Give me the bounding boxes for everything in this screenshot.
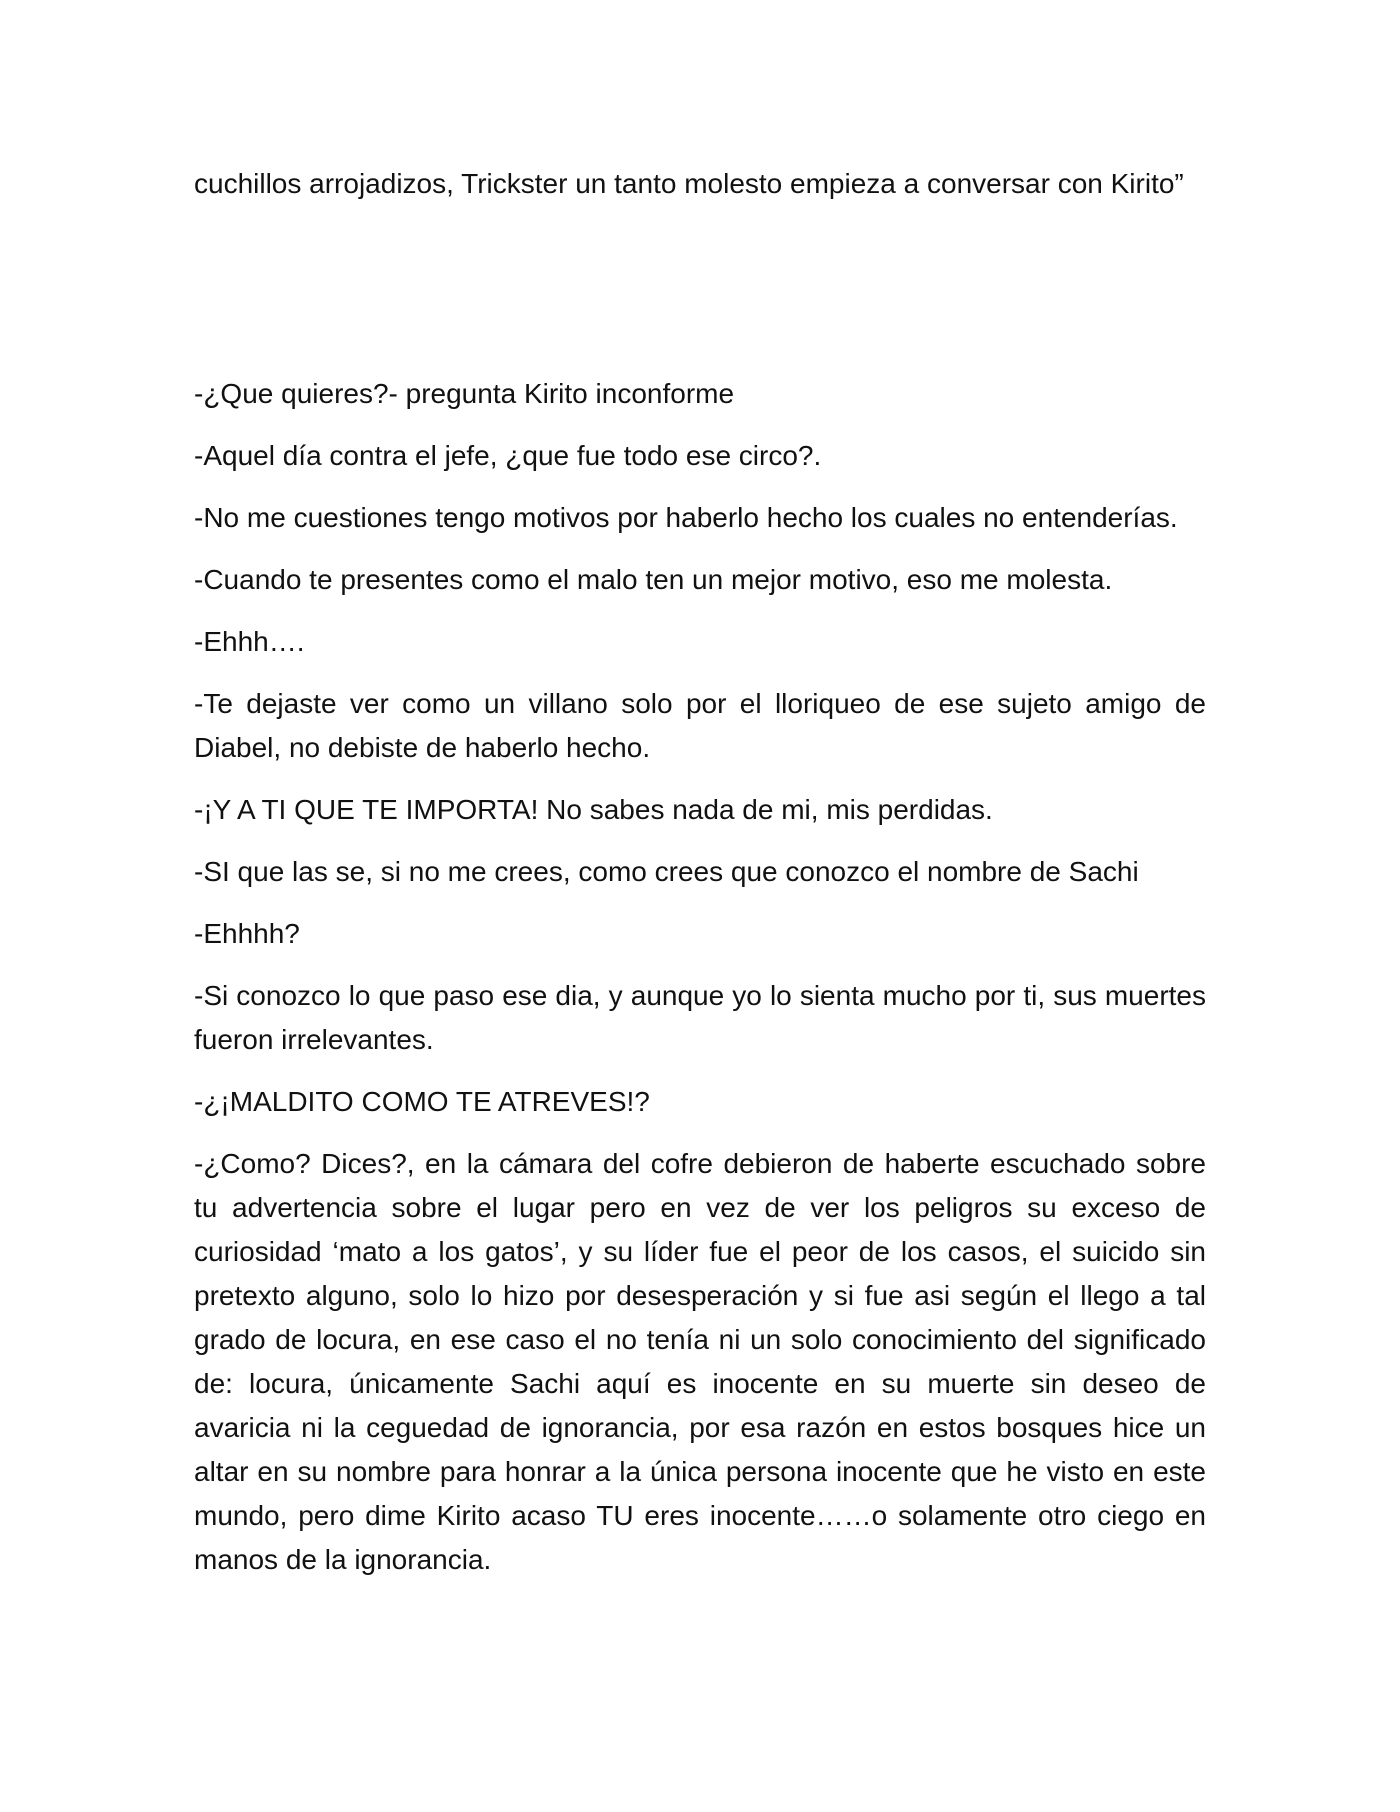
dialogue-line-5: -Ehhh…. <box>194 626 305 657</box>
dialogue-line-2: -Aquel día contra el jefe, ¿que fue todo ese circo?. <box>194 440 822 471</box>
dialogue-line-9: -Ehhhh? <box>194 918 300 949</box>
intro-paragraph: cuchillos arrojadizos, Trickster un tanto molesto empieza a conversar con Kirito” <box>194 168 1184 199</box>
dialogue-line-3: -No me cuestiones tengo motivos por haberlo hecho los cuales no entenderías. <box>194 502 1178 533</box>
dialogue-line-12: -¿Como? Dices?, en la cámara del cofre debieron de haberte escuchado sobre tu advertencia sobre el lugar pero en vez de ver los peligros su exceso de curiosidad ‘mato a los gatos’, y su líder fue el peor de los casos, el suicido sin pretexto alguno, solo lo hizo por desesperación y si fue asi según el llego a tal grado de locura, en ese caso el no tenía ni un solo conocimiento del significado de: locura, únicamente Sachi aquí es inocente en su muerte sin deseo de avaricia ni la ceguedad de ignorancia, por esa razón en estos bosques hice un altar en su nombre para honrar a la única persona inocente que he visto en este mundo, pero dime Kirito acaso TU eres inocente……o solamente otro ciego en manos de la ignorancia. <box>194 1148 1206 1575</box>
dialogue-line-8: -SI que las se, si no me crees, como crees que conozco el nombre de Sachi <box>194 856 1139 887</box>
dialogue-line-7: -¡Y A TI QUE TE IMPORTA! No sabes nada de mi, mis perdidas. <box>194 794 993 825</box>
dialogue-line-11: -¿¡MALDITO COMO TE ATREVES!? <box>194 1086 650 1117</box>
dialogue-line-6: -Te dejaste ver como un villano solo por el lloriqueo de ese sujeto amigo de Diabel, no debiste de haberlo hecho. <box>194 688 1206 763</box>
dialogue-line-4: -Cuando te presentes como el malo ten un mejor motivo, eso me molesta. <box>194 564 1113 595</box>
document-page <box>194 162 1206 1600</box>
dialogue-line-1: -¿Que quieres?- pregunta Kirito inconforme <box>194 378 735 409</box>
dialogue-line-10: -Si conozco lo que paso ese dia, y aunque yo lo sienta mucho por ti, sus muertes fueron irrelevantes. <box>194 980 1206 1055</box>
